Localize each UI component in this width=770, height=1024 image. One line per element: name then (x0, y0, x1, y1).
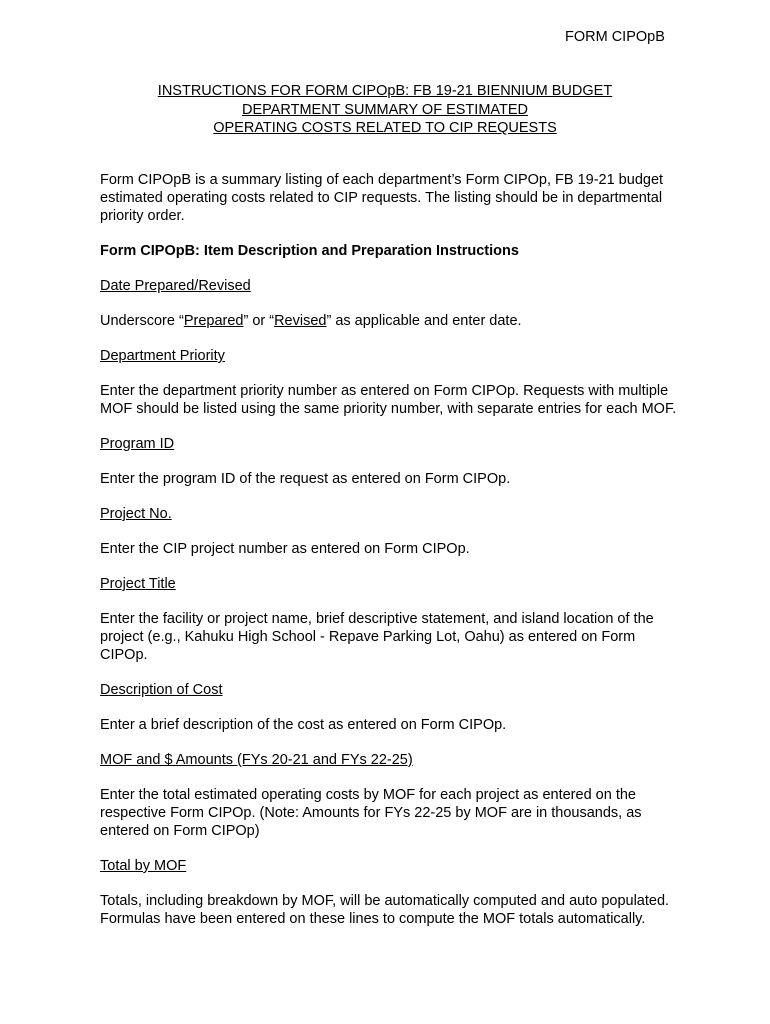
form-id-label: FORM CIPOpB (565, 29, 665, 45)
section-label-project-title: Project Title (100, 576, 176, 592)
section-text-program: Enter the program ID of the request as entered on Form CIPOp. (100, 471, 511, 487)
section-text-date (100, 312, 680, 330)
section-label-mof: MOF and $ Amounts (FYs 20-21 and FYs 22-25) (100, 752, 413, 768)
revised-term: Revised (274, 313, 327, 329)
intro-paragraph: Form CIPOpB is a summary listing of each department’s Form CIPOp, FB 19-21 budget estimated operating costs related to CIP requests. The listing should be in departmental priority order. (100, 172, 664, 224)
section-text-priority: Enter the department priority number as entered on Form CIPOp. Requests with multiple MOF should be listed using the same priority number, with separate entries for each MOF. (100, 383, 677, 417)
section-text-total: Totals, including breakdown by MOF, will be automatically computed and auto populated. Formulas have been entered on these lines to compute the MOF totals automatically. (100, 893, 670, 927)
section-text-mof: Enter the total estimated operating costs by MOF for each project as entered on the respective Form CIPOp. (Note: Amounts for FYs 22-25 by MOF are in thousands, as entered on Form CIPOp) (100, 787, 642, 839)
section-label-priority: Department Priority (100, 348, 225, 364)
document-title (100, 82, 670, 138)
section-text-project-no: Enter the CIP project number as entered on Form CIPOp. (100, 541, 470, 557)
title-line-1: INSTRUCTIONS FOR FORM CIPOpB: FB 19-21 BIENNIUM BUDGET (157, 83, 613, 99)
document-body (100, 171, 680, 945)
title-line-2: DEPARTMENT SUMMARY OF ESTIMATED (241, 101, 528, 118)
prepared-term: Prepared (183, 313, 244, 329)
section-label-date: Date Prepared/Revised (100, 278, 251, 294)
section-label-project-no: Project No. (100, 506, 172, 522)
date-text-mid: ” or “ (243, 313, 275, 329)
date-text-pre: Underscore “ (100, 313, 184, 329)
section-text-project-title: Enter the facility or project name, brief descriptive statement, and island location of the project (e.g., Kahuku High School - Repave Parking Lot, Oahu) as entered on Form CIPOp. (100, 611, 654, 663)
section-label-program: Program ID (100, 436, 175, 452)
instructions-heading: Form CIPOpB: Item Description and Preparation Instructions (100, 243, 519, 259)
section-text-cost: Enter a brief description of the cost as entered on Form CIPOp. (100, 717, 507, 733)
section-label-total: Total by MOF (100, 858, 187, 874)
section-label-cost: Description of Cost (100, 682, 223, 698)
title-line-3: OPERATING COSTS RELATED TO CIP REQUESTS (213, 120, 557, 136)
date-text-post: ” as applicable and enter date. (326, 313, 522, 329)
